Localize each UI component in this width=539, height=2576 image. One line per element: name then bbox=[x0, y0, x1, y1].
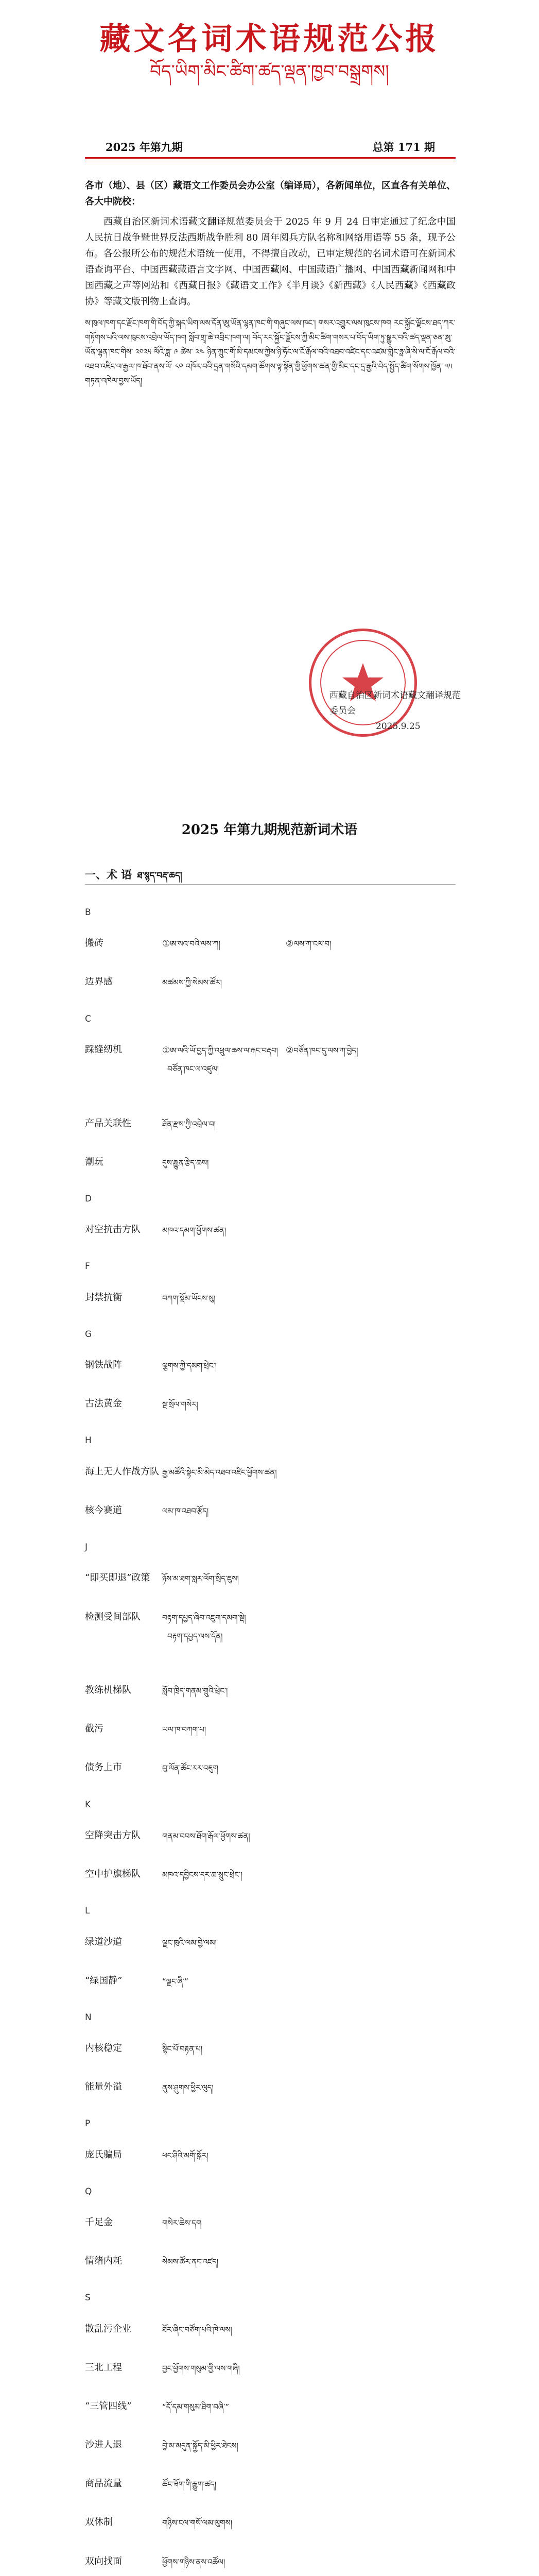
term-chinese: 教练机梯队 bbox=[85, 1685, 131, 1696]
term-chinese: 核今赛道 bbox=[85, 1505, 122, 1516]
term-tibetan bbox=[162, 1973, 188, 1995]
term-chinese: 三北工程 bbox=[85, 2362, 122, 2373]
term-tibetan-text: ཨ་སའ་བའི་ལས་ཀ། bbox=[170, 939, 220, 948]
term-tibetan bbox=[162, 1464, 277, 1486]
term-tibetan bbox=[162, 2079, 214, 2101]
term-chinese: “三管四线” bbox=[85, 2401, 132, 2412]
term-tibetan bbox=[162, 1935, 217, 1956]
term-chinese: 双向找面 bbox=[85, 2556, 122, 2567]
letter-index bbox=[85, 1799, 456, 1810]
section-rule bbox=[85, 884, 456, 885]
term-tibetan-text: སྔ་སྲོལ་གསེར། bbox=[162, 1400, 198, 1409]
letter-index bbox=[85, 907, 456, 918]
term-tibetan-text: ཨ་ལའི་ཡོ་བྱད་ཀྱི་འཕྲུལ་ཆས་ལ་རྐང་བརྡབ། bbox=[170, 1046, 278, 1055]
term-chinese: 边界感 bbox=[85, 976, 113, 987]
letter-index bbox=[85, 1329, 456, 1340]
term-tibetan-text: གཉིས་ངལ་གསོ་ལམ་ལུགས། bbox=[162, 2518, 233, 2528]
notice-address: 各市（地）、县（区）藏语文工作委员会办公室（编译局），各新闻单位，区直各有关单位、各大中院校： bbox=[85, 180, 456, 207]
term-tibetan bbox=[162, 1222, 226, 1244]
term-chinese: 债务上市 bbox=[85, 1762, 122, 1773]
term-tibetan bbox=[162, 2215, 201, 2236]
term-tibetan-text: སློབ་ཁྲིད་གནམ་གྲུའི་ཕྲེང་། bbox=[162, 1686, 228, 1696]
variant-index: ② bbox=[286, 939, 294, 949]
letter-index-label: F bbox=[85, 1261, 90, 1272]
section-terms-heading bbox=[85, 866, 182, 890]
term-tibetan-text: “ལྗང་ཞི་” bbox=[162, 1977, 188, 1986]
term-tibetan bbox=[162, 1867, 242, 1888]
term-tibetan bbox=[162, 1290, 216, 1312]
variant-index: ① bbox=[162, 1045, 170, 1056]
term-chinese: 产品关联性 bbox=[85, 1118, 131, 1129]
term-tibetan-text: སྙིང་པོ་བརྟན་པ། bbox=[162, 2044, 203, 2054]
term-tibetan bbox=[162, 1155, 208, 1176]
signoff bbox=[329, 688, 463, 734]
term-chinese: 绿道沙道 bbox=[85, 1937, 122, 1947]
term-tibetan bbox=[162, 1396, 198, 1418]
term-tibetan bbox=[162, 1116, 216, 1138]
letter-index-label: B bbox=[85, 907, 91, 918]
letter-index bbox=[85, 1905, 456, 1916]
term-chinese: 能量外溢 bbox=[85, 2081, 122, 2092]
term-tibetan bbox=[162, 2360, 240, 2382]
term-tibetan bbox=[162, 1570, 239, 1592]
term-tibetan-text: བྱང་ཕྱོགས་གསུམ་གྱི་ལས་གཞི། bbox=[162, 2364, 240, 2373]
issue-row bbox=[85, 139, 456, 157]
letter-index bbox=[85, 1541, 456, 1552]
term-tibetan-text: མཁའ་དམག་ཕྱོགས་ཚན། bbox=[162, 1226, 227, 1235]
section-terms-label: 一、术 语 bbox=[85, 868, 132, 881]
term-tibetan-text: ལྕགས་ཀྱི་དམག་ཕྲེང་། bbox=[162, 1361, 217, 1370]
term-tibetan-text: བྱེ་མ་མདུན་སྐྱོད་མི་ཕྱིར་ཐེངས། bbox=[162, 2441, 238, 2450]
term-tibetan-text: སེམས་ཚོར་ནང་འཛད། bbox=[162, 2257, 219, 2266]
total-issue-number: 总第 171 期 bbox=[372, 141, 435, 154]
term-chinese: 空降突击方队 bbox=[85, 1830, 141, 1841]
term-tibetan bbox=[162, 2476, 216, 2498]
term-tibetan-text: ཐོར་ཞིང་བཙོག་པའི་ཁེ་ལས། bbox=[162, 2325, 232, 2334]
notice-block bbox=[85, 178, 456, 388]
letter-index bbox=[85, 1013, 456, 1024]
term-chinese: 千足金 bbox=[85, 2217, 113, 2228]
term-tibetan bbox=[162, 2399, 229, 2420]
term-tibetan-second-line: བརྟག་དཔྱད་ལས་དོན། bbox=[167, 1632, 223, 1641]
document-title: 2025 年第九期规范新词术语 bbox=[181, 822, 358, 838]
term-chinese: 踩缝纫机 bbox=[85, 1044, 122, 1055]
term-chinese: 截污 bbox=[85, 1723, 103, 1734]
letter-index bbox=[85, 2292, 456, 2303]
letter-index bbox=[85, 1261, 456, 1272]
term-tibetan-text: བུ་ལོན་ཚོང་རར་འཇུག bbox=[162, 1764, 219, 1773]
term-chinese: 对空抗击方队 bbox=[85, 1224, 141, 1235]
letter-index bbox=[85, 1193, 456, 1204]
letter-index-label: J bbox=[85, 1542, 88, 1552]
term-chinese: 庞氏骗局 bbox=[85, 2149, 122, 2160]
term-chinese: 情绪内耗 bbox=[85, 2256, 122, 2266]
term-chinese: 沙进人退 bbox=[85, 2439, 122, 2450]
letter-index-label: Q bbox=[85, 2187, 92, 2197]
term-tibetan-text: དུས་རྒྱུན་རྩེད་ཆས། bbox=[162, 1158, 209, 1167]
term-tibetan-alt-text: ལས་ཀ་ངལ་བ། bbox=[293, 939, 332, 948]
term-tibetan bbox=[162, 2321, 232, 2343]
header-rule-thick bbox=[85, 157, 456, 159]
term-tibetan-text: བཀག་སྡོམ་ཡོངས་སུ། bbox=[162, 1294, 216, 1303]
term-tibetan-text: མཁའ་དབྱིངས་དར་ཆ་སྲུང་ཕྲེང་། bbox=[162, 1870, 242, 1879]
term-chinese: 古法黄金 bbox=[85, 1398, 122, 1409]
term-tibetan bbox=[162, 1503, 208, 1524]
term-tibetan bbox=[162, 2147, 208, 2169]
term-tibetan-text: ཉོས་མ་ཐག་སླར་ལོག་སྲིད་ཇུས། bbox=[162, 1574, 239, 1583]
signoff-org: 西藏自治区新词术语藏文翻译规范委员会 bbox=[329, 690, 461, 716]
letter-index-label: N bbox=[85, 2012, 92, 2023]
variant-index: ② bbox=[286, 1045, 294, 1056]
term-chinese: 空中护旗梯队 bbox=[85, 1869, 141, 1879]
term-tibetan-text: ལམ་ཁ་འཐབ་རྩོད། bbox=[162, 1506, 209, 1516]
term-tibetan-text: ཐོན་རྫས་ཀྱི་འབྲེལ་བ། bbox=[162, 1120, 216, 1129]
term-tibetan bbox=[162, 2041, 202, 2062]
term-tibetan bbox=[162, 1358, 217, 1379]
letter-index-label: C bbox=[85, 1014, 91, 1024]
masthead-title: 藏文名词术语规范公报 bbox=[99, 21, 440, 57]
letter-index-label: L bbox=[85, 1906, 90, 1916]
signoff-date: 2025.9.25 bbox=[376, 721, 421, 732]
letter-index-label: D bbox=[85, 1194, 92, 1204]
term-tibetan-text: གནམ་བབས་ཐོག་རྒོལ་ཕྱོགས་ཚན། bbox=[162, 1832, 250, 1841]
section-terms-tibetan: ཐ་སྙད་བརྡ་ཆད། bbox=[137, 871, 182, 881]
masthead-tibetan-title: བོད་ཡིག་མིང་ཚིག་ཚད་ལྡན་ཁྱབ་བསྒྲགས། bbox=[150, 61, 389, 82]
variant-index: ① bbox=[162, 939, 170, 949]
letter-index bbox=[85, 2118, 456, 2129]
masthead bbox=[0, 0, 539, 82]
term-chinese: 钢铁战阵 bbox=[85, 1360, 122, 1370]
term-tibetan-alt bbox=[286, 936, 331, 957]
letter-index-label: S bbox=[85, 2293, 91, 2303]
letter-index bbox=[85, 2012, 456, 2023]
term-tibetan bbox=[162, 2437, 238, 2459]
term-tibetan-second-line: བཙོན་ཁང་ལ་འཛུལ། bbox=[167, 1064, 219, 1074]
term-tibetan-text: མཚམས་ཀྱི་སེམས་ཚོར། bbox=[162, 978, 222, 987]
term-chinese: 检测受间部队 bbox=[85, 1612, 141, 1622]
notice-body: 西藏自治区新词术语藏文翻译规范委员会于 2025 年 9 月 24 日审定通过了纪念中国人民抗日战争暨世界反法西斯战争胜利 80 周年阅兵方队名称和网络用语等 55 条，现予公布。各公报所公布的规范术语统一使用，不得擅自改动，已审定规范的名词术语可在新词术语查询平台、中国西藏藏语言文字网、中国西藏网、中国藏语广播网、中国西藏新闻网和中国西藏之声等网站和《西藏日报》《藏语文工作》《半月谈》《新西藏》《人民西藏》《西藏政协》等藏文版刊物上查询。 bbox=[85, 216, 456, 307]
term-tibetan bbox=[162, 974, 222, 996]
term-chinese: 商品流量 bbox=[85, 2478, 122, 2489]
term-tibetan bbox=[162, 1828, 250, 1850]
term-tibetan-text: རྒྱ་མཚོའི་སྟེང་མི་མེད་འཐབ་འཛིང་ཕྱོགས་ཚན། bbox=[162, 1468, 277, 1477]
term-tibetan-text: ལྗང་ཁུའི་ལམ་བྱེ་ལམ། bbox=[162, 1938, 217, 1947]
term-chinese: 封禁抗衡 bbox=[85, 1292, 122, 1303]
term-tibetan-text: ཚོང་ཟོག་གི་རྒྱུག་ཚད། bbox=[162, 2480, 217, 2489]
term-tibetan bbox=[162, 1721, 206, 1743]
term-tibetan-text: བརྟག་དཔྱད་ཞིབ་འཇུག་དམག་སྡེ། bbox=[162, 1613, 246, 1622]
term-chinese: 散乱污企业 bbox=[85, 2324, 131, 2334]
term-chinese: 搬砖 bbox=[85, 938, 103, 948]
letter-index-label: P bbox=[85, 2119, 91, 2129]
letter-index-label: G bbox=[85, 1329, 92, 1340]
term-tibetan bbox=[162, 2253, 218, 2275]
term-chinese: 潮玩 bbox=[85, 1157, 103, 1167]
term-tibetan bbox=[162, 936, 220, 957]
term-tibetan bbox=[162, 2554, 225, 2575]
term-tibetan-text: “དོ་དམ་གསུམ་ཐིག་བཞི་” bbox=[162, 2402, 230, 2412]
term-tibetan-text: གསེར་ཆེས་དག bbox=[162, 2218, 202, 2228]
letter-index-label: H bbox=[85, 1435, 92, 1446]
letter-index bbox=[85, 1435, 456, 1446]
term-tibetan-text: ཡལ་ཁ་བཀག་པ། bbox=[162, 1725, 206, 1734]
issue-number: 2025 年第九期 bbox=[106, 141, 183, 154]
notice-tibetan: ས་ཁུལ་ཁག་དང་རྫོང་ཁག་གི་བོད་ཀྱི་སྐད་ཡིག་ལས་དོན་ཨུ་ཡོན་ལྷན་ཁང་གི་གཞུང་ལས་ཁང་། གསར་འགྱུར་ལས་ཁུངས་ཁག རང་སྐྱོང་ལྗོངས་ཐད་ཀར་གཏོགས་པའི་ལས་ཁུངས་འབྲེལ་ཡོད་ཁག སློབ་གྲྭ་ཆེ་འབྲིང་ཁག་ལ། བོད་རང་སྐྱོང་ལྗོངས་ཀྱི་མིང་ཚིག་གསར་པ་བོད་ཡིག་ཏུ་སྒྱུར་བའི་ཚད་ལྡན་ཅན་ཨུ་ཡོན་ལྷན་ཁང་གིས་ ༢༠༢༥ ལོའི་ཟླ་ ༩ ཚེས་ ༢༤ ཉིན་ཀྲུང་གོ་མི་དམངས་ཀྱིས་ཉི་ཧོང་ལ་ངོ་རྒོལ་བའི་འཐབ་འཛིང་དང་འཛམ་གླིང་ཧྥ་ཞི་སི་ལ་ངོ་རྒོལ་བའི་འཐབ་འཛིང་ལ་རྒྱལ་ཁ་ཐོབ་ནས་ལོ་ ༨༠ འཁོར་བའི་དྲན་གསོའི་དམག་ཚོགས་ལྟ་སྟོན་གྱི་ཕྱོགས་ཚན་གྱི་མིང་དང་དྲ་རྒྱའི་བེད་སྤྱོད་ཚིག་སོགས་ཁྱོན་ ༥༥ གཏན་འཁེལ་བྱས་ཡོད། bbox=[85, 318, 456, 385]
term-tibetan bbox=[162, 1683, 228, 1704]
term-tibetan-alt bbox=[286, 1042, 358, 1064]
term-tibetan bbox=[162, 2515, 232, 2536]
term-chinese: “即买即退”政策 bbox=[85, 1572, 150, 1583]
term-tibetan-alt-text: བཙོན་ཁང་དུ་ལས་ཀ་བྱེད། bbox=[293, 1046, 358, 1055]
term-tibetan bbox=[162, 1760, 218, 1782]
term-tibetan-text: ནུས་ཤུགས་ཕྱིར་ལུད། bbox=[162, 2083, 214, 2092]
letter-index-label: K bbox=[85, 1800, 91, 1810]
letter-index bbox=[85, 2186, 456, 2197]
term-chinese: 海上无人作战方队 bbox=[85, 1466, 159, 1477]
term-chinese: 内核稳定 bbox=[85, 2043, 122, 2054]
term-chinese: 双休制 bbox=[85, 2517, 113, 2528]
term-tibetan-text: ཕང་ཤིའི་མགོ་སྐོར། bbox=[162, 2151, 208, 2160]
term-tibetan-text: ཕྱོགས་གཉིས་ནས་འཚོལ། bbox=[162, 2557, 225, 2567]
term-chinese: “绿国静” bbox=[85, 1975, 123, 1986]
